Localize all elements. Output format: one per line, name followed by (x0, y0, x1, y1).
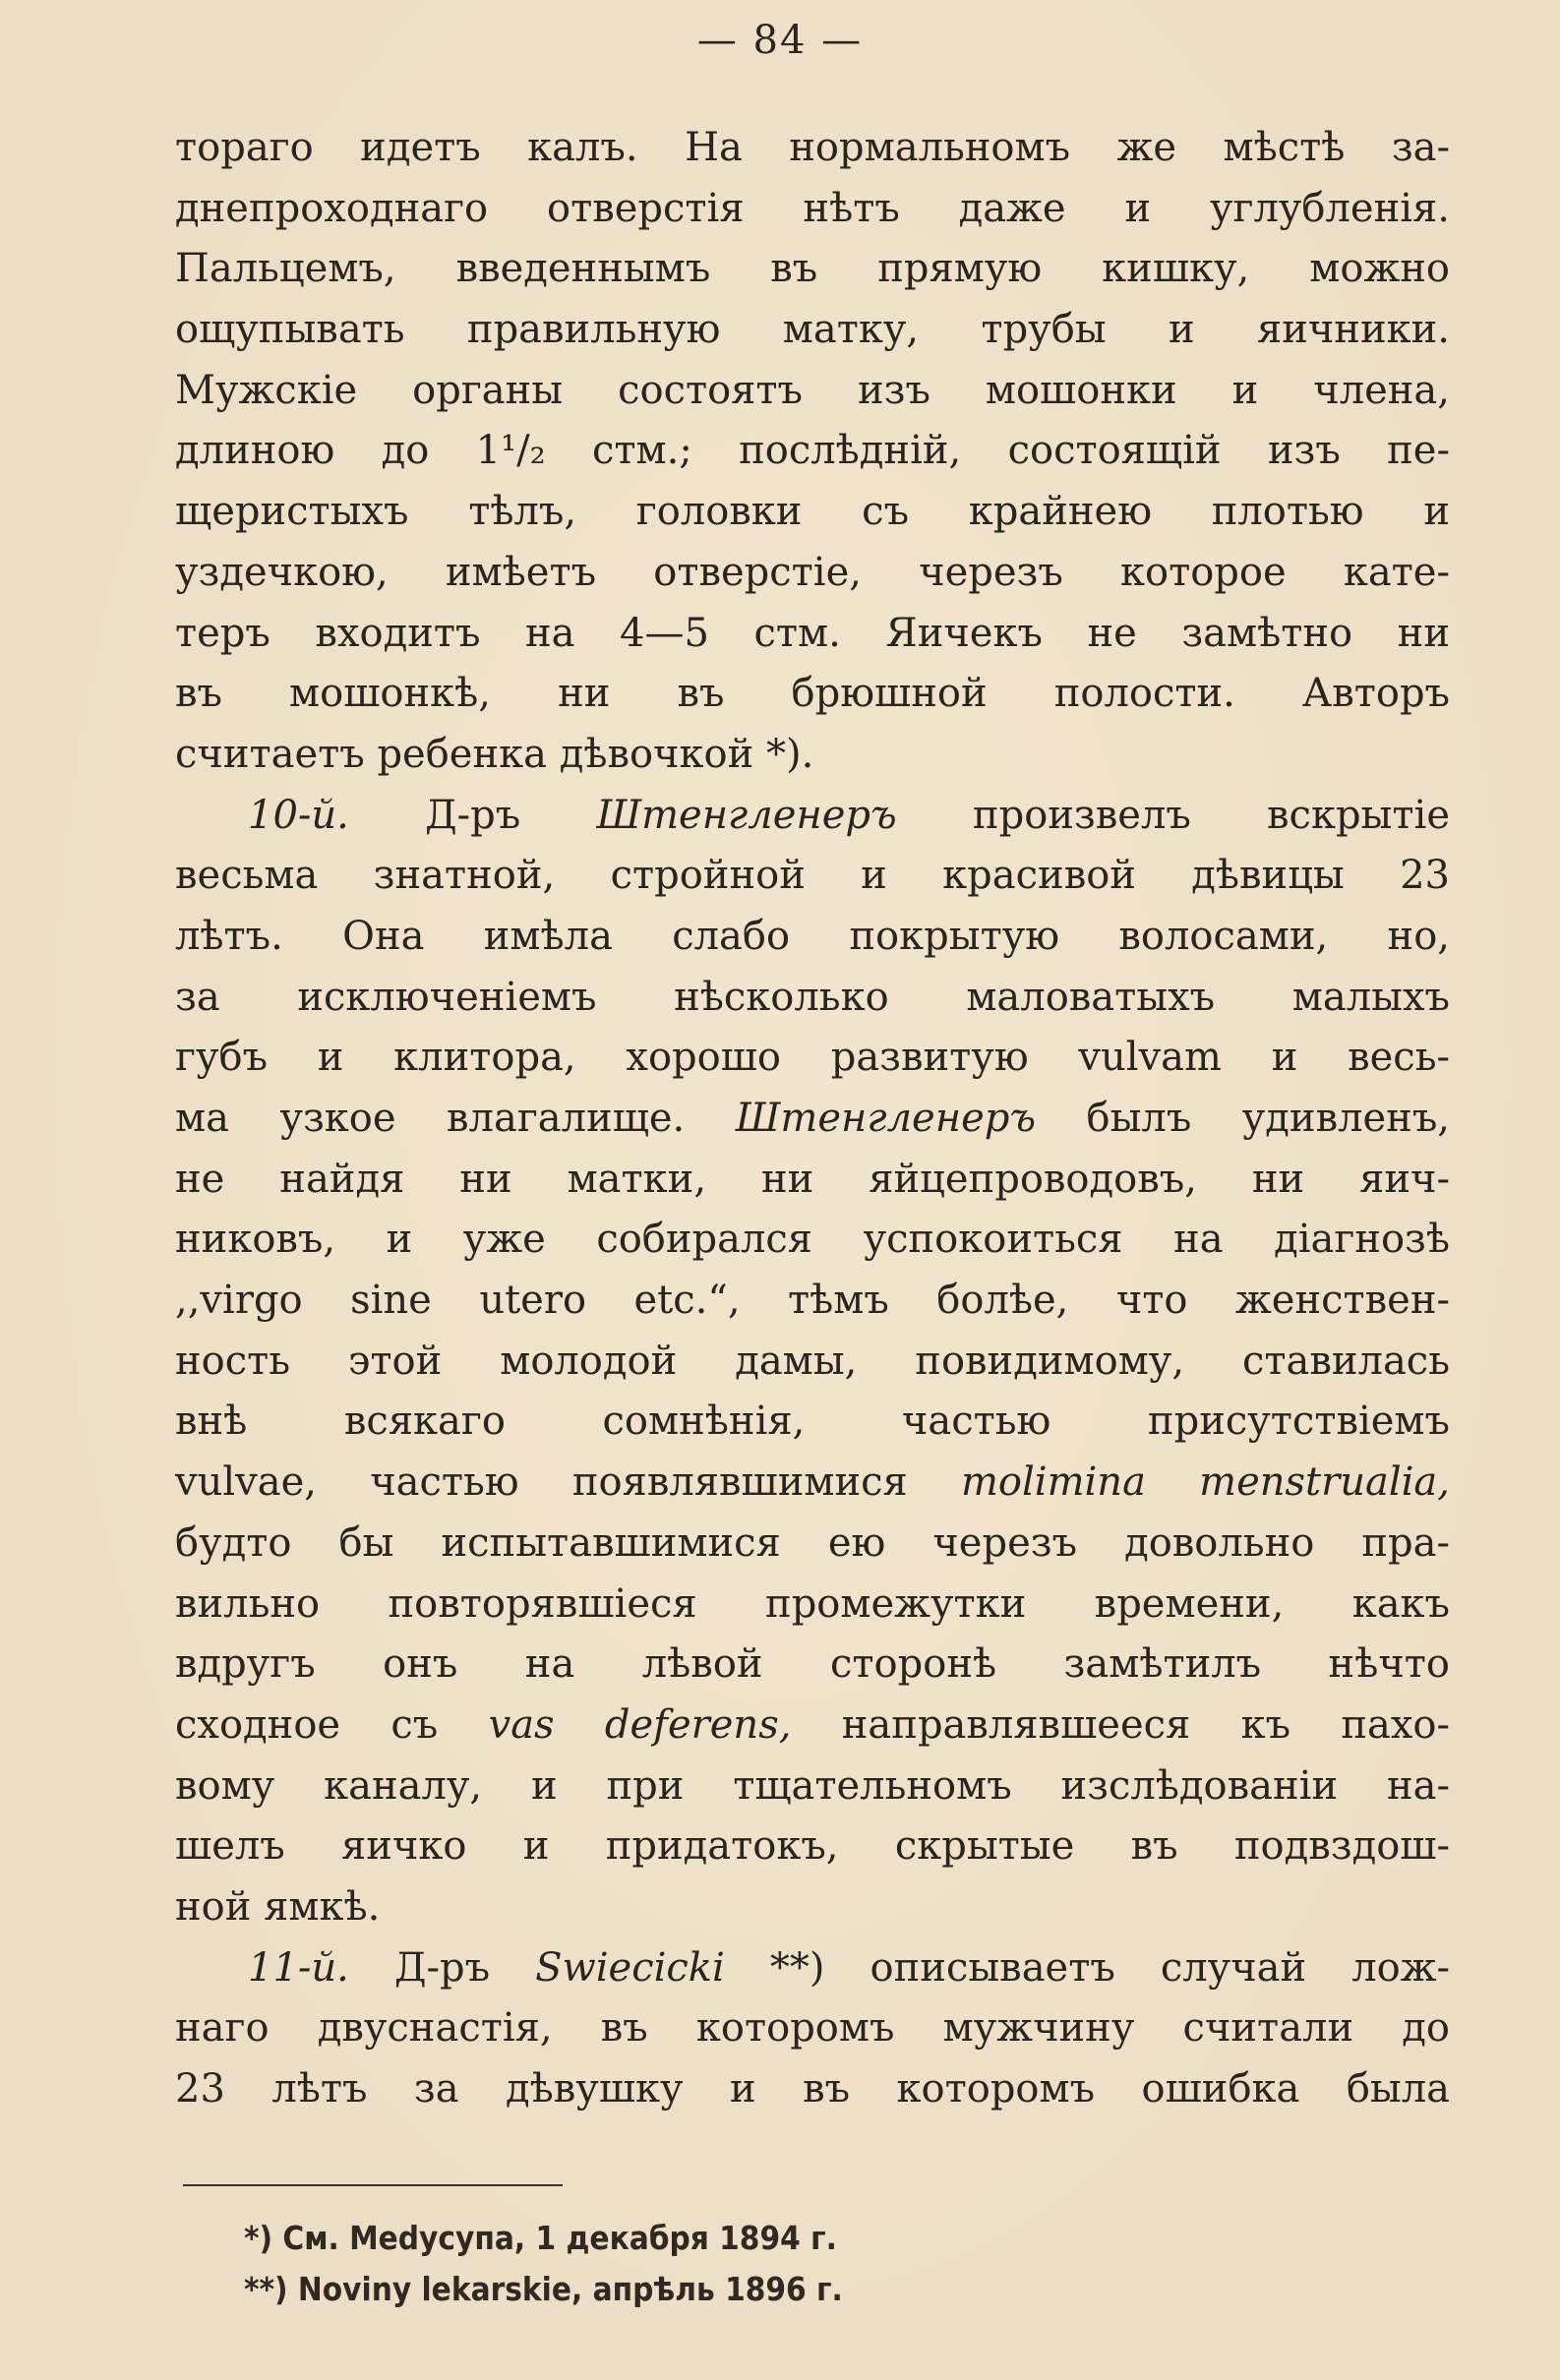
latin-term: vas deferens, (488, 1701, 792, 1748)
footnote-divider (183, 2184, 563, 2186)
paragraph-case-11 (175, 1938, 1450, 2120)
case-number: 11-й. (248, 1944, 349, 1991)
text-line: Пальцемъ, введеннымъ въ прямую кишку, можно (175, 246, 1450, 292)
text-line: ность этой молодой дамы, повидимому, ставилась (175, 1338, 1450, 1384)
text-line: за исключеніемъ нѣсколько маловатыхъ малыхъ (175, 974, 1450, 1020)
text-line: теръ входитъ на 4—5 стм. Яичекъ не замѣтно ни (175, 610, 1450, 656)
text-line: тораго идетъ калъ. На нормальномъ же мѣстѣ за- (175, 125, 1450, 170)
text-fragment: **) описываетъ случай лож- (724, 1944, 1450, 1991)
page-number: — 84 — (696, 18, 864, 63)
text-line: вдругъ онъ на лѣвой сторонѣ замѣтилъ нѣчто (175, 1641, 1450, 1688)
footnote: **) Noviny lekarskie, апрѣль 1896 г. (244, 2270, 843, 2308)
footnote: *) См. Меdусупа, 1 декабря 1894 г. (244, 2219, 837, 2257)
text-line: будто бы испытавшимися ею черезъ довольно пра- (175, 1519, 1450, 1566)
text-fragment: Д-ръ (348, 792, 597, 838)
text-fragment: произвелъ вскрытіе (896, 792, 1450, 838)
text-line: днепроходнаго отверстія нѣтъ даже и углубленія. (175, 185, 1450, 231)
text-line: въ мошонкѣ, ни въ брюшной полости. Авторъ (175, 671, 1450, 717)
text-line: вильно повторявшіеся промежутки времени, какъ (175, 1580, 1450, 1627)
text-line (175, 1938, 1450, 1999)
text-line: длиною до 1¹/₂ стм.; послѣдній, состоящій изъ пе- (175, 428, 1450, 474)
text-line: 23 лѣтъ за дѣвушку и въ которомъ ошибка была (175, 2066, 1450, 2112)
text-line: весьма знатной, стройной и красивой дѣвицы 23 (175, 853, 1450, 899)
case-number: 10-й. (248, 792, 349, 838)
text-fragment: vulvae, частью появлявшимися (175, 1459, 961, 1506)
footnotes (244, 2213, 843, 2315)
person-name: Штенгленеръ (735, 1096, 1036, 1141)
text-fragment: направлявшееся къ пахо- (791, 1701, 1451, 1748)
text-line (175, 786, 1450, 847)
body-text (175, 118, 1450, 2120)
text-line: шелъ яичко и придатокъ, скрытые въ подвздош- (175, 1823, 1450, 1870)
text-line: щеристыхъ тѣлъ, головки съ крайнею плотью и (175, 489, 1450, 535)
text-line: не найдя ни матки, ни яйцепроводовъ, ни яич- (175, 1156, 1450, 1202)
text-line: внѣ всякаго сомнѣнія, частью присутствіемъ (175, 1398, 1450, 1445)
text-line: считаетъ ребенка дѣвочкой *). (175, 731, 814, 777)
text-fragment: сходное съ (175, 1701, 489, 1748)
text-line: никовъ, и уже собирался успокоиться на діагнозѣ (175, 1217, 1450, 1263)
text-line: губъ и клитора, хорошо развитую vulvam и весь- (175, 1035, 1450, 1081)
text-fragment: былъ удивленъ, (1036, 1096, 1451, 1141)
text-line: ной ямкѣ. (175, 1883, 381, 1930)
text-line: вому каналу, и при тщательномъ изслѣдованіи на- (175, 1762, 1450, 1809)
text-fragment: Д-ръ (348, 1944, 536, 1991)
person-name: Swiecicki (535, 1944, 725, 1991)
text-line: ощупывать правильную матку, трубы и яичники. (175, 307, 1450, 353)
text-line: Мужскіе органы состоятъ изъ мошонки и члена, (175, 367, 1450, 413)
latin-term: molimina menstrualia, (960, 1459, 1450, 1506)
paragraph-case-10 (175, 786, 1450, 1938)
text-line: ,,virgo sine utero etc.“, тѣмъ болѣе, что женствен- (175, 1278, 1450, 1324)
text-line (175, 1089, 1450, 1150)
text-line: наго двуснастія, въ которомъ мужчину считали до (175, 2005, 1450, 2052)
text-line (175, 1453, 1450, 1514)
person-name: Штенгленеръ (596, 792, 897, 838)
text-line: уздечкою, имѣетъ отверстіе, черезъ которое кате- (175, 549, 1450, 595)
text-fragment: ма узкое влагалище. (175, 1096, 736, 1141)
text-line (175, 1696, 1450, 1756)
text-line: лѣтъ. Она имѣла слабо покрытую волосами, но, (175, 913, 1450, 959)
paragraph-1 (175, 118, 1450, 786)
